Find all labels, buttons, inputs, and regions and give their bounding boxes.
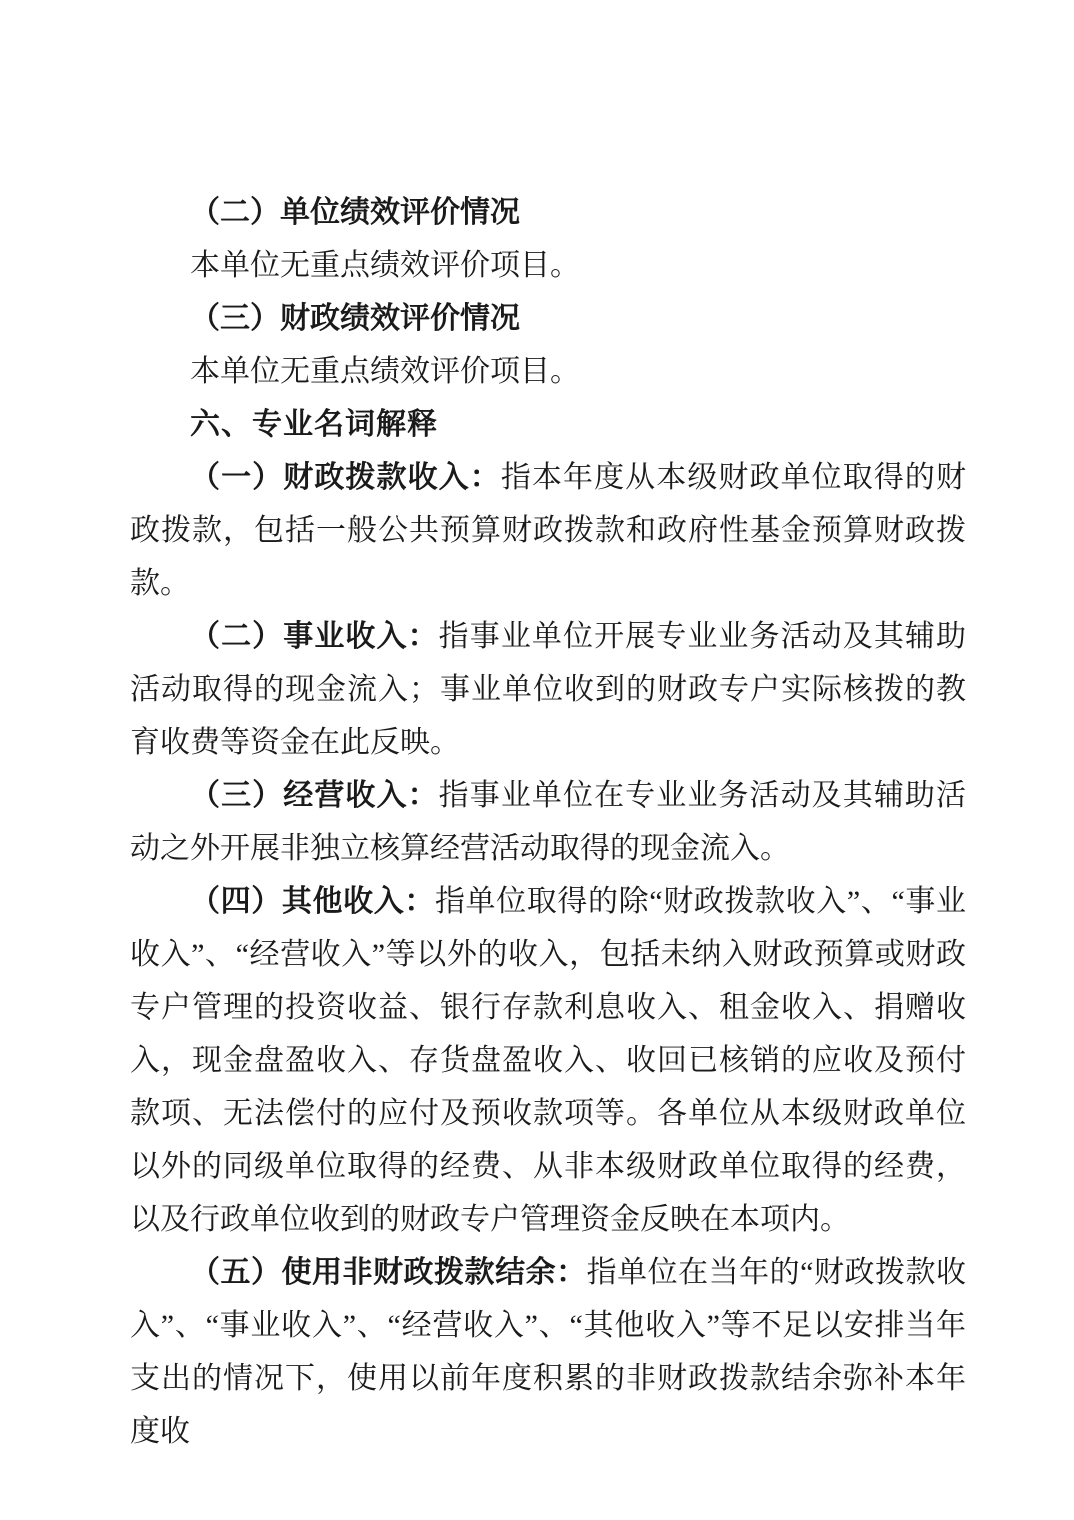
fiscal-performance-statement: 本单位无重点绩效评价项目。 — [190, 355, 580, 388]
term-lead: （五）使用非财政拨款结余： — [190, 1256, 587, 1289]
term-definition: 指事业单位在专业业务活动及其辅助活动之外开展非独立核算经营活动取得的现金流入。 — [130, 779, 967, 865]
term-definition: 指单位在当年的“财政拨款收入”、“事业收入”、“经营收入”、“其他收入”等不足以安排当年支出的情况下，使用以前年度积累的非财政拨款结余弥补本年度收 — [130, 1256, 966, 1448]
term-definition: 指本年度从本级财政单位取得的财政拨款，包括一般公共预算财政拨款和政府性基金预算财政拨款。 — [130, 461, 967, 600]
term-definition: 指单位取得的除“财政拨款收入”、“事业收入”、“经营收入”等以外的收入，包括未纳入财政预算或财政专户管理的投资收益、银行存款利息收入、租金收入、捐赠收入，现金盘盈收入、存货盘盈收入、收回已核销的应收及预付款项、无法偿付的应付及预收款项等。各单位从本级财政单位以外的同级单位取得的经费、从非本级财政单位取得的经费，以及行政单位收到的财政专户管理资金反映在本项内。 — [130, 885, 966, 1236]
term-lead: （三）经营收入： — [190, 779, 439, 812]
term-fiscal-appropriation-income — [130, 451, 966, 610]
term-lead: （二）事业收入： — [190, 620, 439, 653]
unit-performance-statement: 本单位无重点绩效评价项目。 — [190, 249, 580, 282]
heading-unit-performance-evaluation: （二）单位绩效评价情况 — [190, 196, 520, 229]
term-definition: 指事业单位开展专业业务活动及其辅助活动取得的现金流入；事业单位收到的财政专户实际核拨的教育收费等资金在此反映。 — [130, 620, 967, 759]
heading-fiscal-performance-evaluation: （三）财政绩效评价情况 — [190, 302, 520, 335]
term-other-income — [130, 875, 966, 1246]
term-lead: （四）其他收入： — [190, 885, 435, 918]
document-content — [130, 186, 966, 1458]
term-lead: （一）财政拨款收入： — [190, 461, 501, 494]
heading-glossary: 六、专业名词解释 — [190, 408, 438, 441]
term-use-of-non-fiscal-surplus — [130, 1246, 966, 1458]
term-operating-income — [130, 769, 966, 875]
term-institutional-income — [130, 610, 966, 769]
